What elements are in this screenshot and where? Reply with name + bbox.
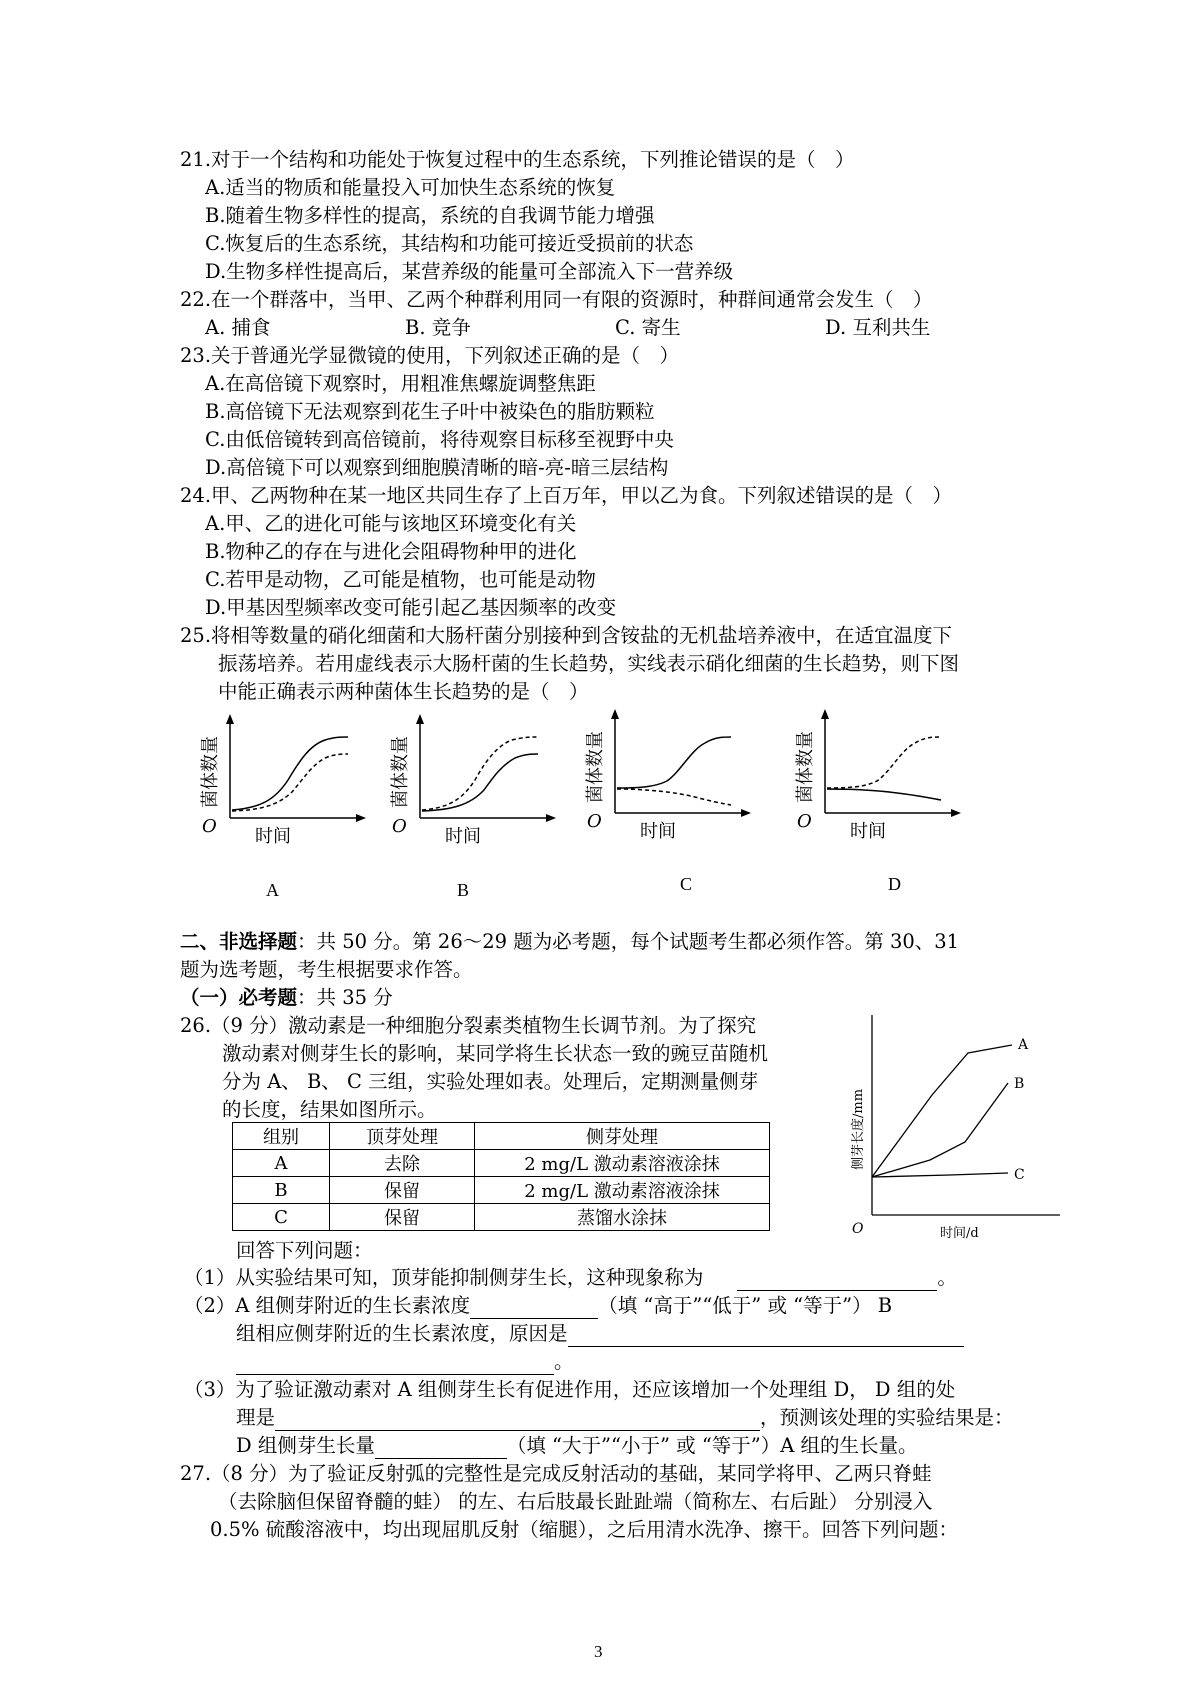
series-a-line <box>872 1045 1012 1177</box>
x-axis <box>615 809 751 817</box>
x-axis <box>420 814 556 822</box>
q23-option-b: B.高倍镜下无法观察到花生子叶中被染色的脂肪颗粒 <box>205 400 655 423</box>
table-row <box>233 1150 770 1177</box>
table-row <box>233 1177 770 1204</box>
graph-xlabel: 时间 <box>445 826 481 847</box>
answer-blank-1[interactable] <box>737 1270 937 1291</box>
q26-part1 <box>184 1265 957 1291</box>
q26-part3-text-b: 理是 <box>236 1406 276 1429</box>
q21-option-d: D.生物多样性提高后，某营养级的能量可全部流入下一营养级 <box>205 260 734 283</box>
q24-option-d: D.甲基因型频率改变可能引起乙基因频率的改变 <box>205 596 617 619</box>
y-axis <box>611 709 619 813</box>
series-b-line <box>872 1083 1008 1177</box>
graph-origin: O <box>392 816 407 837</box>
q26-part2-end: 。 <box>554 1350 574 1373</box>
subsection-rest: ：共 35 分 <box>297 986 393 1009</box>
q25-graph-c-label: C <box>680 874 693 894</box>
solid-curve <box>232 737 348 810</box>
q23-option-d: D.高倍镜下可以观察到细胞膜清晰的暗-亮-暗三层结构 <box>205 456 669 479</box>
q25-graph-a <box>200 710 380 850</box>
q22-option-c: C. 寄生 <box>615 316 681 339</box>
solid-curve <box>827 789 941 800</box>
q24-stem: 24.甲、乙两物种在某一地区共同生存了上百万年，甲以乙为食。下列叙述错误的是（ ） <box>180 484 953 507</box>
q22-option-d: D. 互利共生 <box>825 316 931 339</box>
q26-part3-text-c: ，预测该处理的实验结果是： <box>760 1406 1014 1429</box>
x-axis <box>825 809 961 817</box>
q24-option-c: C.若甲是动物，乙可能是植物，也可能是动物 <box>205 568 596 591</box>
q26-part3-line2 <box>236 1405 1014 1431</box>
q26-line-1: 26.（9 分）激动素是一种细胞分裂素类植物生长调节剂。为了探究 <box>180 1014 757 1037</box>
y-axis <box>226 714 234 818</box>
table-cell: 2 mg/L 激动素溶液涂抹 <box>475 1150 770 1177</box>
q25-line-3: 中能正确表示两种菌体生长趋势的是（ ） <box>218 680 589 703</box>
q22-option-a: A. 捕食 <box>205 316 271 339</box>
y-axis <box>416 714 424 818</box>
table-cell: 保留 <box>330 1204 475 1231</box>
table-row <box>233 1204 770 1231</box>
q26-part3-text-e: （填 “大于”“小于” 或 “等于”）A 组的生长量。 <box>506 1434 918 1457</box>
q26-part2-text-a: （2）A 组侧芽附近的生长素浓度 <box>184 1294 471 1317</box>
q26-part1-text: （1）从实验结果可知，顶芽能抑制侧芽生长，这种现象称为 <box>184 1266 704 1289</box>
q26-part2-line2 <box>236 1321 964 1347</box>
graph-ylabel: 侧芽长度/mm <box>851 1088 866 1170</box>
dashed-curve <box>617 789 731 805</box>
q24-option-b: B.物种乙的存在与进化会阻碍物种甲的进化 <box>205 540 577 563</box>
q26-line-4: 的长度，结果如图所示。 <box>222 1098 437 1121</box>
y-axis <box>821 709 829 813</box>
q21-option-b: B.随着生物多样性的提高，系统的自我调节能力增强 <box>205 204 655 227</box>
section2-heading-line1 <box>180 929 959 955</box>
table-cell: C <box>233 1204 330 1231</box>
q26-graph <box>840 1005 1070 1240</box>
x-axis <box>230 814 366 822</box>
page-number: 3 <box>594 1642 603 1661</box>
q26-part2-text-b: （填 “高于”“低于” 或 “等于”） B <box>598 1294 893 1317</box>
answer-blank-5[interactable] <box>275 1410 760 1431</box>
dashed-curve <box>422 737 538 810</box>
q25-graph-d-label: D <box>888 874 901 894</box>
table-header-cell: 顶芽处理 <box>330 1123 475 1150</box>
dashed-curve <box>827 737 941 788</box>
table-header-cell: 组别 <box>233 1123 330 1150</box>
table-cell: 蒸馏水涂抹 <box>475 1204 770 1231</box>
graph-ylabel: 菌体数量 <box>795 731 816 803</box>
series-c-line <box>872 1173 1008 1177</box>
table-cell: 去除 <box>330 1150 475 1177</box>
q23-option-c: C.由低倍镜转到高倍镜前，将待观察目标移至视野中央 <box>205 428 674 451</box>
graph-origin: O <box>587 811 602 832</box>
section2-heading-line2: 题为选考题，考生根据要求作答。 <box>180 958 473 981</box>
subsection-title: （一）必考题 <box>180 986 298 1009</box>
q26-line-2: 激动素对侧芽生长的影响，某同学将生长状态一致的豌豆苗随机 <box>222 1042 769 1065</box>
table-cell: 保留 <box>330 1177 475 1204</box>
q21-stem: 21.对于一个结构和功能处于恢复过程中的生态系统，下列推论错误的是（ ） <box>180 148 855 171</box>
q22-option-b: B. 竞争 <box>405 316 471 339</box>
q25-graph-d <box>795 705 975 845</box>
q25-graph-b <box>390 710 570 850</box>
q21-option-a: A.适当的物质和能量投入可加快生态系统的恢复 <box>205 176 616 199</box>
section2-title: 二、非选择题 <box>180 930 298 953</box>
section2-title-rest: ：共 50 分。第 26～29 题为必考题，每个试题考生都必须作答。第 30、31 <box>297 930 960 953</box>
graph-origin: O <box>202 816 217 837</box>
q23-option-a: A.在高倍镜下观察时，用粗准焦螺旋调整焦距 <box>205 372 596 395</box>
q27-line-3: 0.5% 硫酸溶液中，均出现屈肌反射（缩腿），之后用清水洗净、擦干。回答下列问题： <box>210 1518 958 1541</box>
graph-xlabel: 时间 <box>850 821 886 842</box>
graph-ylabel: 菌体数量 <box>200 736 221 808</box>
q26-part2-text-c: 组相应侧芽附近的生长素浓度，原因是 <box>236 1322 568 1345</box>
series-c-label: C <box>1014 1167 1025 1183</box>
answer-blank-2[interactable] <box>470 1298 598 1319</box>
q23-stem: 23.关于普通光学显微镜的使用，下列叙述正确的是（ ） <box>180 344 680 367</box>
q27-line-1: 27.（8 分）为了验证反射弧的完整性是完成反射活动的基础，某同学将甲、乙两只脊蛙 <box>180 1462 932 1485</box>
q25-graph-b-label: B <box>457 880 470 900</box>
q25-line-1: 25.将相等数量的硝化细菌和大肠杆菌分别接种到含铵盐的无机盐培养液中，在适宜温度下 <box>180 624 953 647</box>
graph-origin: O <box>797 811 812 832</box>
table-cell: 2 mg/L 激动素溶液涂抹 <box>475 1177 770 1204</box>
q25-line-2: 振荡培养。若用虚线表示大肠杆菌的生长趋势，实线表示硝化细菌的生长趋势，则下图 <box>218 652 960 675</box>
dashed-curve <box>232 754 348 811</box>
q26-treatment-table <box>232 1122 770 1231</box>
solid-curve <box>617 737 731 788</box>
q26-part3-text-d: D 组侧芽生长量 <box>236 1434 375 1457</box>
q26-part2-line1 <box>184 1293 892 1319</box>
graph-xlabel: 时间 <box>255 826 291 847</box>
q25-graph-c <box>585 705 765 845</box>
q26-line-3: 分为 A、 B、 C 三组，实验处理如表。处理后，定期测量侧芽 <box>222 1070 759 1093</box>
table-cell: A <box>233 1150 330 1177</box>
q26-part1-end: 。 <box>937 1266 957 1289</box>
series-b-label: B <box>1014 1076 1025 1092</box>
graph-origin: O <box>852 1221 864 1237</box>
answer-blank-4[interactable] <box>236 1354 554 1375</box>
subsection-heading <box>180 985 393 1011</box>
answer-blank-6[interactable] <box>375 1438 507 1459</box>
graph-xlabel: 时间 <box>640 821 676 842</box>
graph-ylabel: 菌体数量 <box>390 736 411 808</box>
q26-part3-line3 <box>236 1433 918 1459</box>
q22-stem: 22.在一个群落中，当甲、乙两个种群利用同一有限的资源时，种群间通常会发生（ ） <box>180 288 933 311</box>
q26-part2-line3 <box>236 1349 574 1375</box>
q26-part3-line1: （3）为了验证激动素对 A 组侧芽生长有促进作用，还应该增加一个处理组 D， D 组的处 <box>184 1378 956 1401</box>
q27-line-2: （去除脑但保留脊髓的蛙） 的左、右后肢最长趾趾端（简称左、右后趾） 分别浸入 <box>218 1490 933 1513</box>
q21-option-c: C.恢复后的生态系统，其结构和功能可接近受损前的状态 <box>205 232 694 255</box>
q24-option-a: A.甲、乙的进化可能与该地区环境变化有关 <box>205 512 577 535</box>
answer-blank-3[interactable] <box>568 1326 964 1347</box>
table-header-cell: 侧芽处理 <box>475 1123 770 1150</box>
table-header-row <box>233 1123 770 1150</box>
q26-answer-intro: 回答下列问题： <box>236 1239 373 1262</box>
graph-ylabel: 菌体数量 <box>585 731 606 803</box>
table-cell: B <box>233 1177 330 1204</box>
q25-graph-a-label: A <box>266 880 279 900</box>
solid-curve <box>422 754 538 811</box>
graph-xlabel: 时间/d <box>940 1226 979 1241</box>
series-a-label: A <box>1018 1037 1029 1053</box>
